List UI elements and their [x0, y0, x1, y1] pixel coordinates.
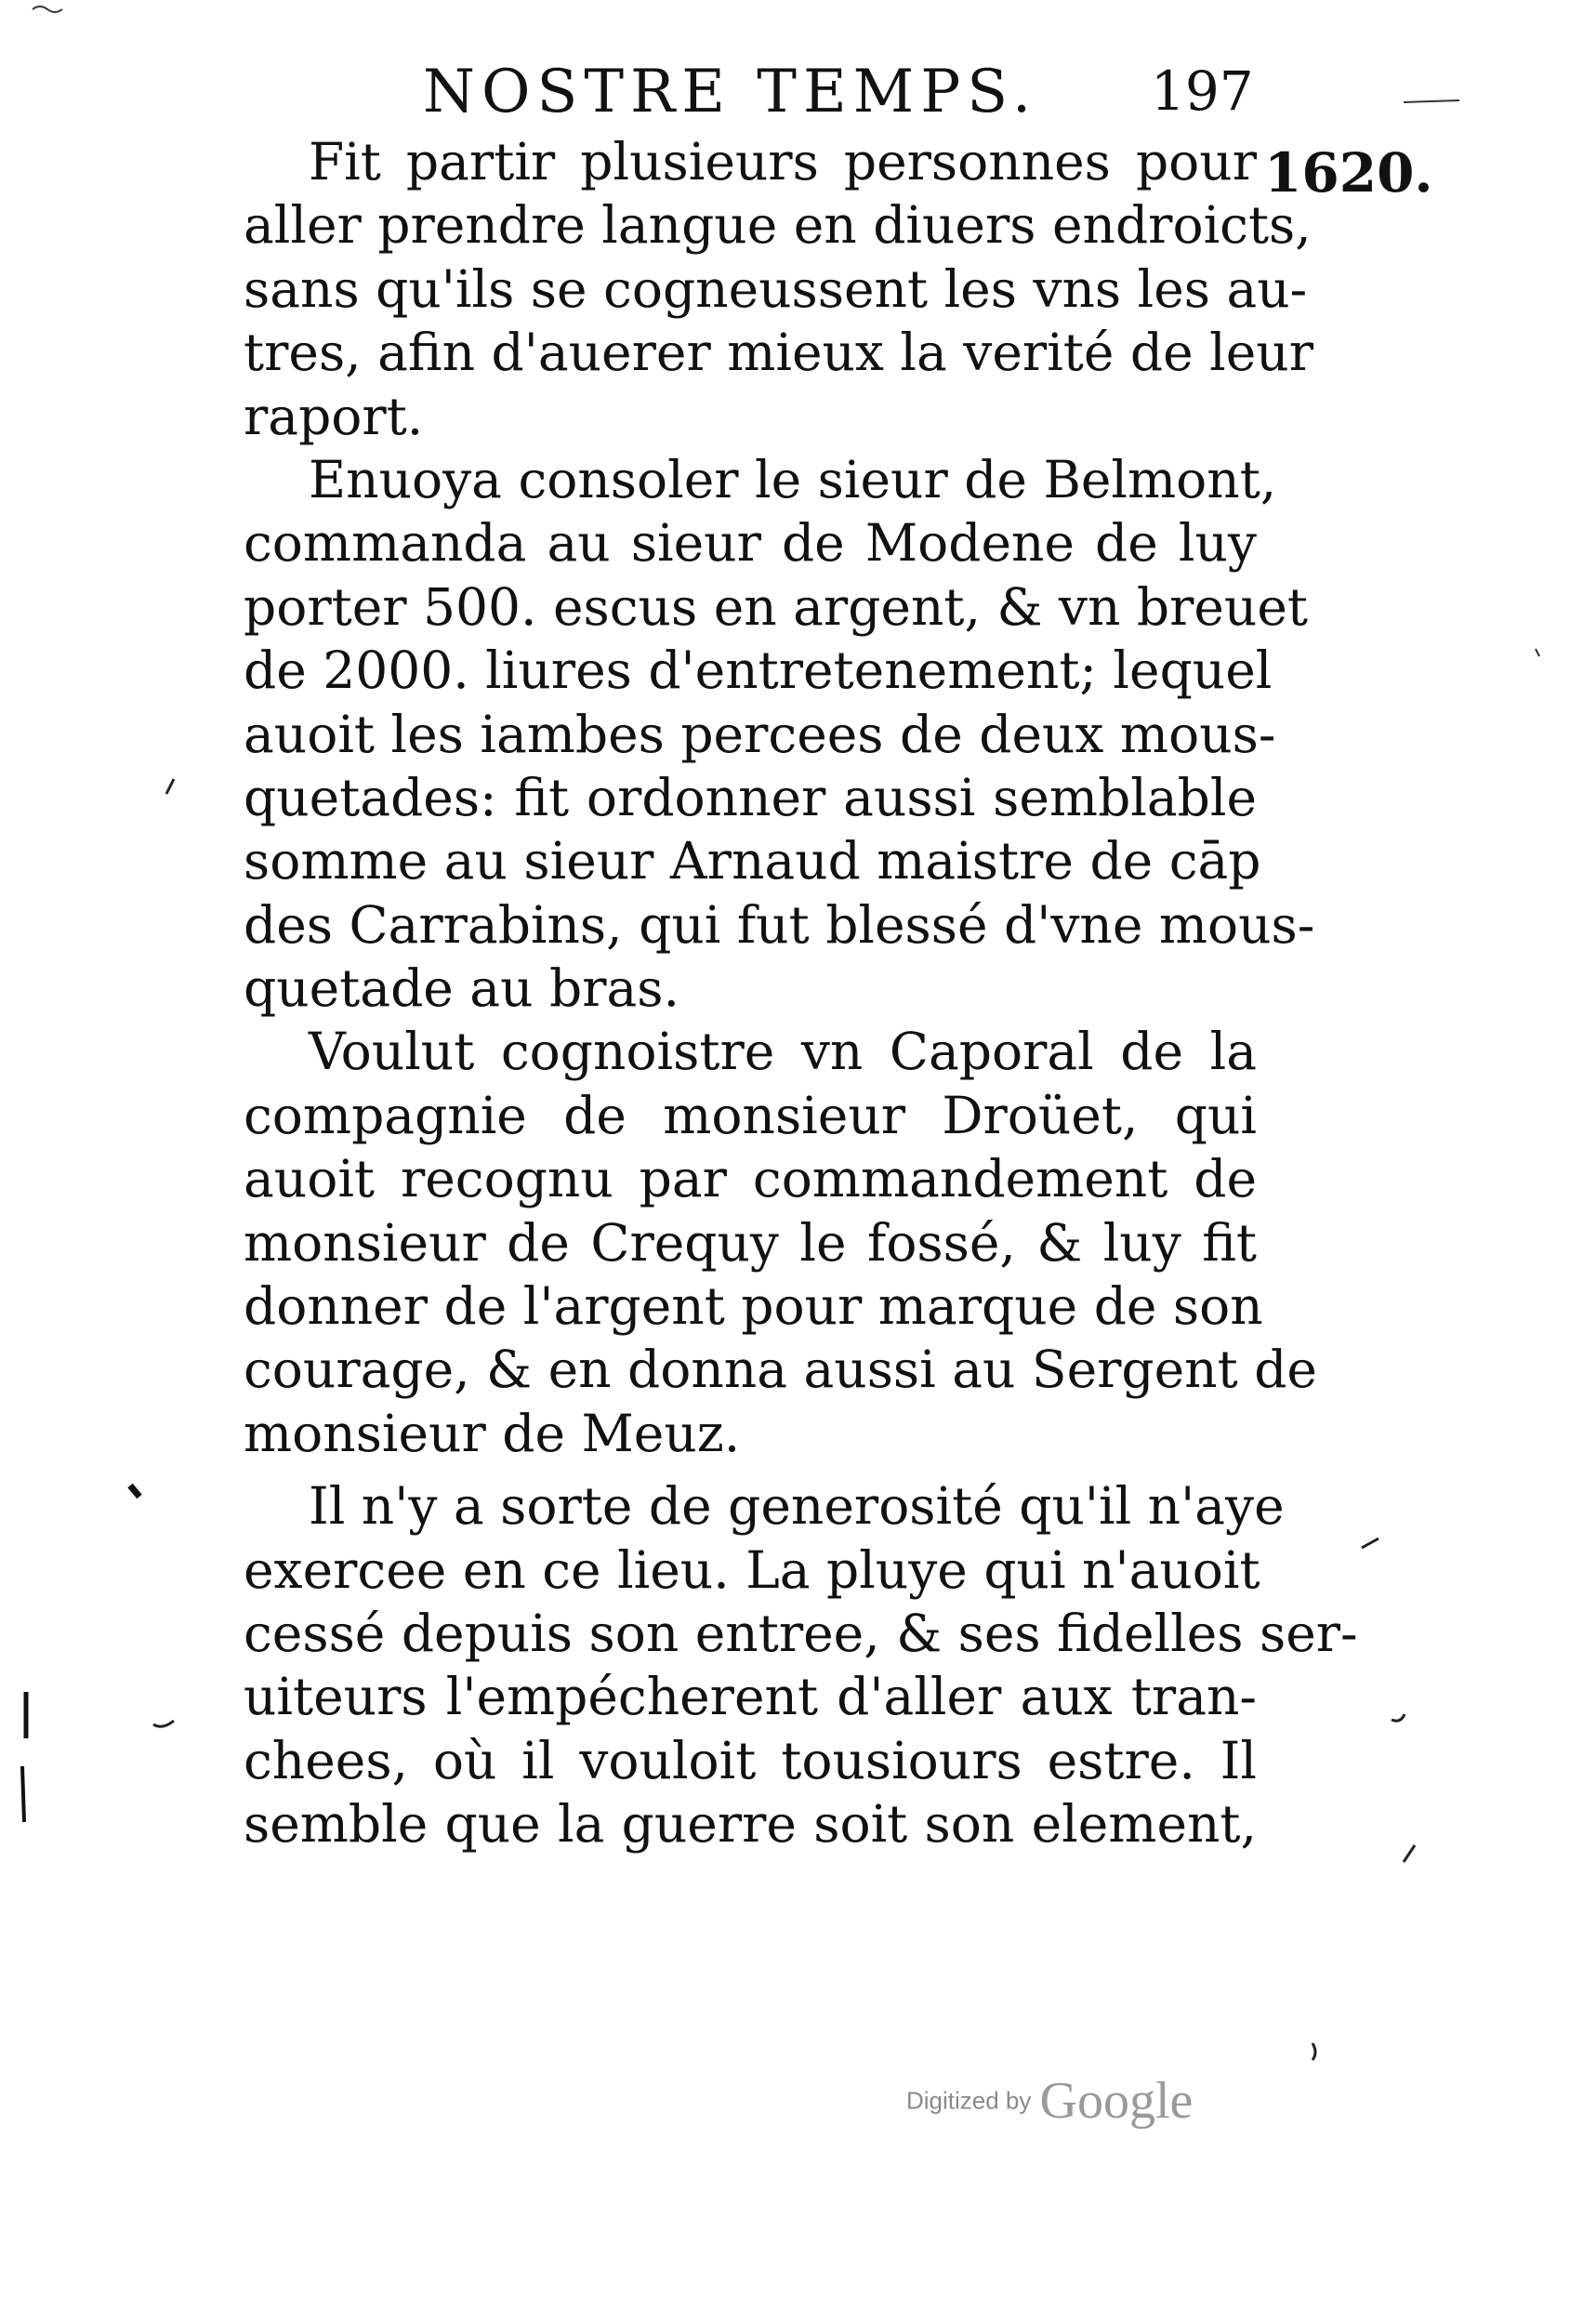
text-line: quetade au bras.	[244, 958, 680, 1019]
watermark-brand: Google	[1039, 2072, 1194, 2130]
speck-mark	[1392, 1714, 1405, 1721]
text-line: des Carrabins, qui fut blessé d'vne mous-	[244, 894, 1315, 955]
text-line: de 2000. liures d'entretenement; lequel	[244, 640, 1273, 701]
text-line: monsieur de Meuz.	[244, 1403, 741, 1463]
text-line: commanda au sieur de Modene de luy	[244, 513, 1257, 574]
speck-mark	[1404, 1845, 1415, 1862]
text-line: Enuoya consoler le sieur de Belmont,	[309, 449, 1277, 509]
watermark-prefix: Digitized by	[906, 2086, 1032, 2115]
text-line: monsieur de Crequy le fossé, & luy fit	[244, 1212, 1257, 1273]
text-line: Il n'y a sorte de generosité qu'il n'aye	[309, 1476, 1285, 1537]
corner-mark	[33, 7, 62, 12]
speck-mark	[1313, 2043, 1315, 2060]
text-line: semble que la guerre soit son element,	[244, 1794, 1257, 1855]
text-line: raport.	[244, 386, 424, 446]
text-line: somme au sieur Arnaud maistre de cāp	[244, 831, 1261, 891]
text-line: sans qu'ils se cogneussent les vns les au-	[244, 258, 1308, 319]
running-title: NOSTRE TEMPS.	[423, 58, 1038, 126]
text-line: auoit les iambes percees de deux mous-	[244, 704, 1276, 764]
text-line: uiteurs l'empécherent d'aller aux tran-	[244, 1667, 1257, 1727]
page-number: 197	[1151, 59, 1254, 123]
text-line: quetades: fit ordonner aussi semblable	[244, 767, 1257, 827]
text-line: Fit partir plusieurs personnes pour	[309, 132, 1257, 191]
speck-mark	[130, 1486, 139, 1497]
speck-mark	[1362, 1538, 1379, 1548]
speck-mark	[1404, 100, 1459, 102]
text-line: porter 500. escus en argent, & vn breuet	[244, 576, 1309, 637]
text-line: donner de l'argent pour marque de son	[244, 1276, 1263, 1337]
text-line: tres, afin d'auerer mieux la verité de leur	[244, 323, 1314, 383]
text-line: compagnie de monsieur Droüet, qui	[244, 1085, 1257, 1145]
text-line: courage, & en donna aussi au Sergent de	[244, 1340, 1317, 1400]
margin-year-note: 1620.	[1264, 141, 1433, 205]
text-line: chees, où il vouloit tousiours estre. Il	[244, 1730, 1257, 1790]
text-line: cessé depuis son entree, & ses fidelles ser-	[244, 1603, 1358, 1663]
text-line: auoit recognu par commandement de	[244, 1149, 1257, 1209]
speck-mark	[1536, 649, 1539, 656]
text-line: Voulut cognoistre vn Caporal de la	[309, 1022, 1257, 1082]
speck-mark	[166, 779, 174, 794]
speck-mark	[22, 1766, 24, 1822]
speck-mark	[153, 1721, 174, 1726]
text-line: exercee en ce lieu. La pluye qui n'auoit	[244, 1539, 1260, 1600]
text-line: aller prendre langue en diuers endroicts,	[244, 195, 1312, 256]
